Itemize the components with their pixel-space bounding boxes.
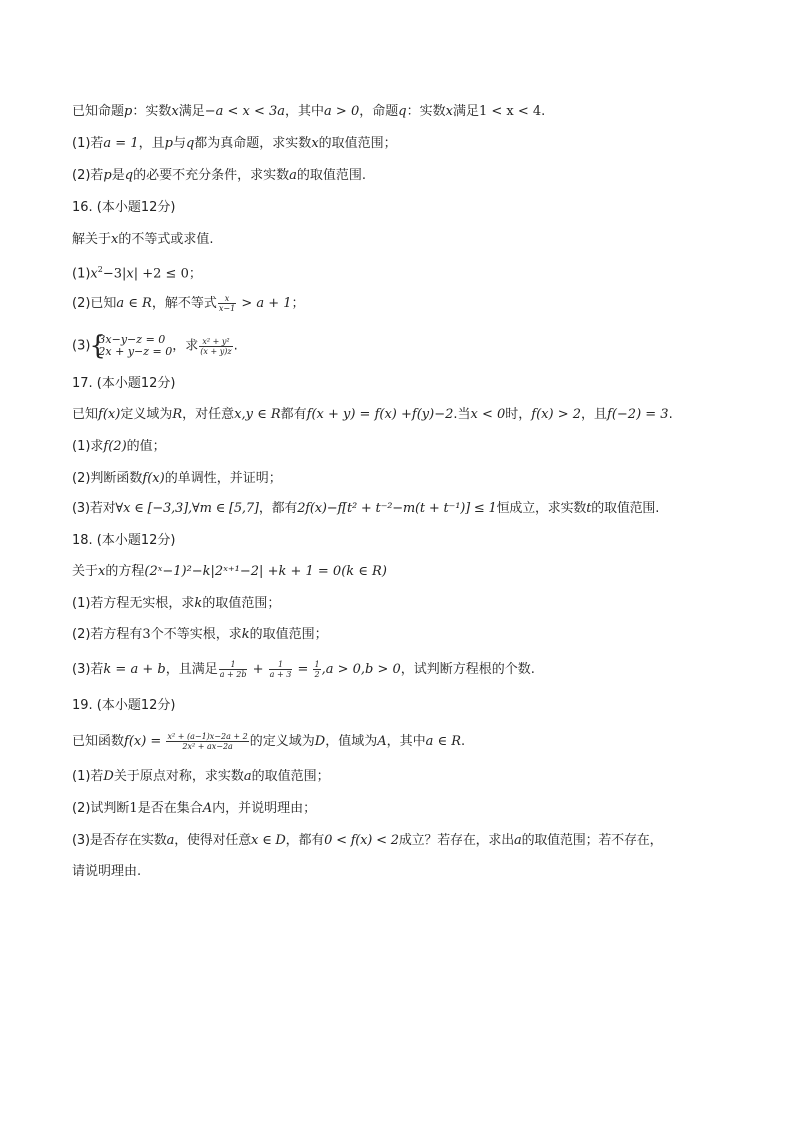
- text: (1)若: [72, 136, 104, 151]
- math: 2f(x)−f[t² + t⁻²−m(t + t⁻¹)] ≤ 1: [297, 501, 497, 516]
- math: x: [111, 232, 119, 247]
- text: 恒成立，求实数: [496, 501, 587, 516]
- text: 已知命题: [72, 104, 125, 119]
- text: 的取值范围.: [591, 501, 660, 516]
- denominator: a + 3: [269, 670, 292, 679]
- text: 解关于: [72, 232, 112, 247]
- math: f(x + y) = f(x) +f(y)−2: [306, 407, 454, 422]
- q19-part3: [72, 832, 662, 850]
- text: ，其中: [285, 104, 325, 119]
- text: 关于: [72, 564, 99, 579]
- math: f(x) =: [124, 734, 166, 749]
- q16-part1: [72, 261, 202, 283]
- q18-intro: [72, 563, 387, 581]
- brace-icon: {: [89, 331, 106, 361]
- q17-intro: [72, 406, 673, 424]
- text: 的取值范围；: [318, 136, 397, 151]
- math: f(2): [103, 439, 127, 454]
- math: k: [194, 596, 203, 611]
- q15-part1: [72, 135, 397, 153]
- math: f(x) > 2: [531, 407, 582, 422]
- math: a > 0: [324, 104, 360, 119]
- math: f(x): [98, 407, 121, 422]
- text: (3)若对: [72, 501, 116, 516]
- text: 定义域为: [120, 407, 173, 422]
- text: .当: [453, 407, 471, 422]
- equation-row: 3x−y−z = 0: [98, 333, 166, 346]
- text: ：实数: [132, 104, 172, 119]
- text: ，都有: [285, 833, 325, 848]
- math: q: [398, 104, 407, 119]
- text: (2)试判断: [72, 801, 130, 816]
- q19-header: 19. (本小题12分): [72, 698, 176, 713]
- math: A: [377, 734, 387, 749]
- text: 的取值范围；: [202, 596, 281, 611]
- fraction: [166, 732, 248, 751]
- text: ，解不等式: [151, 296, 217, 311]
- math: D: [103, 769, 114, 784]
- text: ，求: [172, 338, 199, 354]
- text: 个不等实根，求: [150, 627, 242, 642]
- text: ：实数: [406, 104, 446, 119]
- text: (2)若: [72, 168, 104, 183]
- text: (1)若方程无实根，求: [72, 596, 195, 611]
- math: (2ˣ−1)²−k|2ˣ⁺¹−2| +k + 1 = 0(k ∈ R): [144, 564, 387, 579]
- text: (3): [72, 338, 91, 354]
- math: a: [243, 769, 252, 784]
- text: ，且: [138, 136, 165, 151]
- text: (1)若: [72, 769, 104, 784]
- text: 满足: [452, 104, 479, 119]
- text: 的必要不充分条件，求实数: [133, 168, 290, 183]
- text: 内，并说明理由；: [212, 801, 317, 816]
- text: 的方程: [105, 564, 145, 579]
- math: a ∈ R: [425, 734, 462, 749]
- q17-part3: [72, 500, 659, 518]
- text: (2)判断函数: [72, 471, 143, 486]
- math: q: [124, 168, 134, 183]
- text: ，其中: [386, 734, 426, 749]
- text: ，使得对任意: [174, 833, 251, 848]
- numerator: 1: [269, 660, 293, 670]
- math: x: [126, 266, 134, 282]
- text: ，且满足: [165, 662, 218, 677]
- math: R: [172, 407, 183, 422]
- text: 的取值范围.: [296, 168, 367, 183]
- math: x < 0: [470, 407, 506, 422]
- math: x: [311, 136, 319, 151]
- text: ，命题: [359, 104, 399, 119]
- denominator: 2x² + ax−2a: [182, 742, 233, 751]
- q19-part3-cont: 请说明理由.: [72, 864, 142, 879]
- fraction: [219, 660, 248, 679]
- text: .: [461, 734, 466, 749]
- math: p: [164, 136, 173, 151]
- text: (3)是否存在实数: [72, 833, 167, 848]
- q15-part2: [72, 167, 366, 185]
- text: (2)已知: [72, 296, 117, 311]
- math: f(x): [142, 471, 165, 486]
- math: 2: [97, 265, 103, 274]
- numerator: x: [218, 294, 236, 304]
- text: 是: [111, 168, 125, 183]
- text: ，试判断方程根的个数.: [400, 662, 535, 677]
- math: x: [90, 266, 98, 282]
- math: a: [514, 833, 522, 848]
- q18-part2: [72, 626, 328, 644]
- q19-part2: [72, 800, 316, 818]
- equation-system: [89, 331, 173, 361]
- math: a: [166, 833, 175, 848]
- math: a ∈ R: [116, 296, 152, 311]
- math: x,y ∈ R: [234, 407, 281, 422]
- math: +: [248, 662, 268, 677]
- math: f(−2) = 3: [607, 407, 669, 422]
- text: ，都有: [258, 501, 298, 516]
- numerator: 1: [314, 660, 320, 669]
- numerator: x² + y²: [199, 337, 232, 347]
- q19-intro: [72, 732, 465, 751]
- text: .: [541, 104, 546, 119]
- text: (2)若方程有: [72, 627, 143, 642]
- math: t: [586, 501, 592, 516]
- math: 1: [129, 801, 138, 816]
- q16-part3: [72, 331, 238, 361]
- text: 都为真命题，求实数: [194, 136, 312, 151]
- math: | +2 ≤ 0；: [133, 266, 202, 282]
- math: > a + 1: [237, 296, 292, 311]
- math: D: [314, 734, 326, 749]
- text: 关于原点对称，求实数: [113, 769, 244, 784]
- text: (3)若: [72, 662, 104, 677]
- math: x: [445, 104, 453, 119]
- math: x: [98, 564, 106, 579]
- text: 已知函数: [72, 734, 125, 749]
- text: 成立？若存在，求出: [398, 833, 515, 848]
- math: ∀x ∈ [−3,3],∀m ∈ [5,7]: [115, 501, 259, 516]
- text: 的值；: [126, 439, 166, 454]
- numerator: 1: [219, 660, 248, 670]
- math: −a < x < 3a: [204, 104, 286, 119]
- text: 与: [172, 136, 186, 151]
- text: ，且: [581, 407, 608, 422]
- math: k = a + b: [103, 662, 166, 677]
- q19-part1: [72, 768, 330, 786]
- text: 都有: [280, 407, 307, 422]
- math: −3|: [102, 266, 127, 282]
- text: 的不等式或求值.: [118, 232, 214, 247]
- q17-header: 17. (本小题12分): [72, 376, 176, 391]
- math: 3: [142, 627, 151, 642]
- q17-part1: [72, 438, 166, 456]
- text: ，对任意: [182, 407, 235, 422]
- text: 的定义域为: [249, 734, 315, 749]
- numerator: x² + (a−1)x−2a + 2: [167, 732, 248, 741]
- math: x ∈ D: [251, 833, 286, 848]
- text: .: [233, 338, 238, 354]
- math: p: [124, 104, 133, 119]
- text: 的取值范围；若不存在，: [521, 833, 663, 848]
- q18-header: 18. (本小题12分): [72, 533, 176, 548]
- text: 时，: [505, 407, 532, 422]
- fraction: [269, 660, 293, 679]
- text: 的取值范围；: [249, 627, 328, 642]
- text: 的取值范围；: [251, 769, 330, 784]
- q18-part3: [72, 660, 535, 679]
- math: 0 < f(x) < 2: [324, 833, 399, 848]
- math: a = 1: [103, 136, 139, 151]
- denominator: (x + y)z: [200, 346, 232, 356]
- math: q: [185, 136, 195, 151]
- text: 的单调性，并证明；: [164, 471, 282, 486]
- math: A: [202, 801, 213, 816]
- q16-intro: [72, 231, 214, 249]
- math: p: [103, 168, 112, 183]
- text: (1)求: [72, 439, 104, 454]
- math: 1 < x < 4: [478, 104, 542, 119]
- math: k: [241, 627, 250, 642]
- math: =: [293, 662, 313, 677]
- fraction: [199, 337, 232, 356]
- text: ，值域为: [325, 734, 378, 749]
- q16-header: 16. (本小题12分): [72, 200, 176, 215]
- math: x: [171, 104, 179, 119]
- denominator: x−1: [218, 304, 236, 313]
- text: 是否在集合: [137, 801, 203, 816]
- denominator: a + 2b: [219, 670, 247, 679]
- q18-part1: [72, 595, 280, 613]
- text: 已知: [72, 407, 99, 422]
- q17-part2: [72, 470, 282, 488]
- q16-part2: [72, 294, 305, 313]
- fraction: [313, 660, 320, 679]
- text: 满足: [178, 104, 205, 119]
- text: ；: [291, 296, 305, 311]
- q15-intro: [72, 103, 545, 121]
- text: (1): [72, 266, 91, 282]
- denominator: 2: [314, 670, 320, 679]
- text: .: [668, 407, 673, 422]
- fraction: [218, 294, 236, 313]
- math: a: [289, 168, 297, 183]
- equation-row: 2x + y−z = 0: [98, 345, 173, 358]
- math: ,a > 0,b > 0: [321, 662, 401, 677]
